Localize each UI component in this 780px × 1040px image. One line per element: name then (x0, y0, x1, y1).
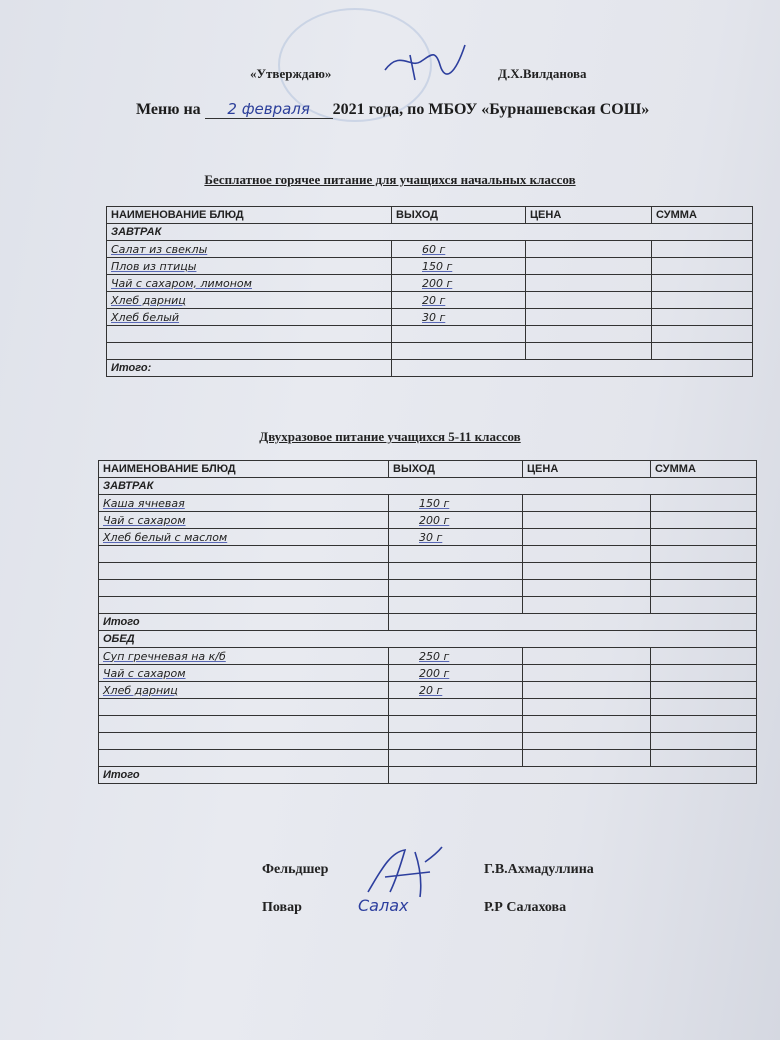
section-lunch: ОБЕД (99, 631, 757, 648)
table-header (107, 207, 753, 224)
table-row-empty (99, 597, 757, 614)
cook-name: Р.Р Салахова (484, 900, 567, 915)
table-row: Хлеб дарниц 20 г (107, 292, 753, 309)
total-row (107, 360, 753, 377)
table-row: Хлеб дарниц 20 г (99, 682, 757, 699)
col-price: ЦЕНА (526, 207, 652, 224)
table-row: Хлеб белый 30 г (107, 309, 753, 326)
total-label: Итого: (107, 360, 392, 377)
table-row-empty (99, 716, 757, 733)
medic-name: Г.В.Ахмадуллина (484, 862, 594, 877)
menu-date: 2 февраля (205, 100, 333, 119)
menu-prefix: Меню на (136, 101, 201, 118)
medic-role: Фельдшер (262, 862, 329, 877)
table-row-empty (99, 699, 757, 716)
col-price: ЦЕНА (523, 461, 651, 478)
table-row: Чай с сахаром 200 г (99, 512, 757, 529)
table-row: Чай с сахаром 200 г (99, 665, 757, 682)
approve-label: «Утверждаю» (250, 66, 332, 81)
medic-signature (360, 842, 450, 902)
section-breakfast: ЗАВТРАК (99, 478, 757, 495)
menu-title (136, 100, 756, 124)
table-row-empty (99, 750, 757, 767)
col-sum: СУММА (652, 207, 753, 224)
cook-role: Повар (262, 900, 302, 915)
secondary-title: Двухразовое питание учащихся 5-11 классов (259, 429, 521, 444)
total-label: Итого (99, 614, 389, 631)
primary-menu-table (106, 206, 753, 377)
total-row (99, 614, 757, 631)
col-output: ВЫХОД (392, 207, 526, 224)
director-signature (380, 40, 470, 85)
secondary-menu-table (98, 460, 757, 784)
col-name: НАИМЕНОВАНИЕ БЛЮД (99, 461, 389, 478)
primary-title: Бесплатное горячее питание для учащихся начальных классов (204, 172, 576, 187)
director-name: Д.Х.Вилданова (498, 66, 587, 81)
col-output: ВЫХОД (389, 461, 523, 478)
cook-signature: Салах (358, 896, 409, 915)
menu-suffix: 2021 года, по МБОУ «Бурнашевская СОШ» (332, 101, 650, 118)
section-breakfast: ЗАВТРАК (107, 224, 753, 241)
table-row-empty (99, 563, 757, 580)
table-row: Салат из свеклы 60 г (107, 241, 753, 258)
col-sum: СУММА (651, 461, 757, 478)
table-row: Каша ячневая 150 г (99, 495, 757, 512)
table-row: Суп гречневая на к/б 250 г (99, 648, 757, 665)
table-row-empty (99, 546, 757, 563)
table-row-empty (99, 580, 757, 597)
table-row: Плов из птицы 150 г (107, 258, 753, 275)
col-name: НАИМЕНОВАНИЕ БЛЮД (107, 207, 392, 224)
table-row: Чай с сахаром, лимоном 200 г (107, 275, 753, 292)
table-row-empty (107, 343, 753, 360)
table-row-empty (107, 326, 753, 343)
total-label: Итого (99, 767, 389, 784)
total-row (99, 767, 757, 784)
table-header (99, 461, 757, 478)
table-row: Хлеб белый с маслом 30 г (99, 529, 757, 546)
table-row-empty (99, 733, 757, 750)
